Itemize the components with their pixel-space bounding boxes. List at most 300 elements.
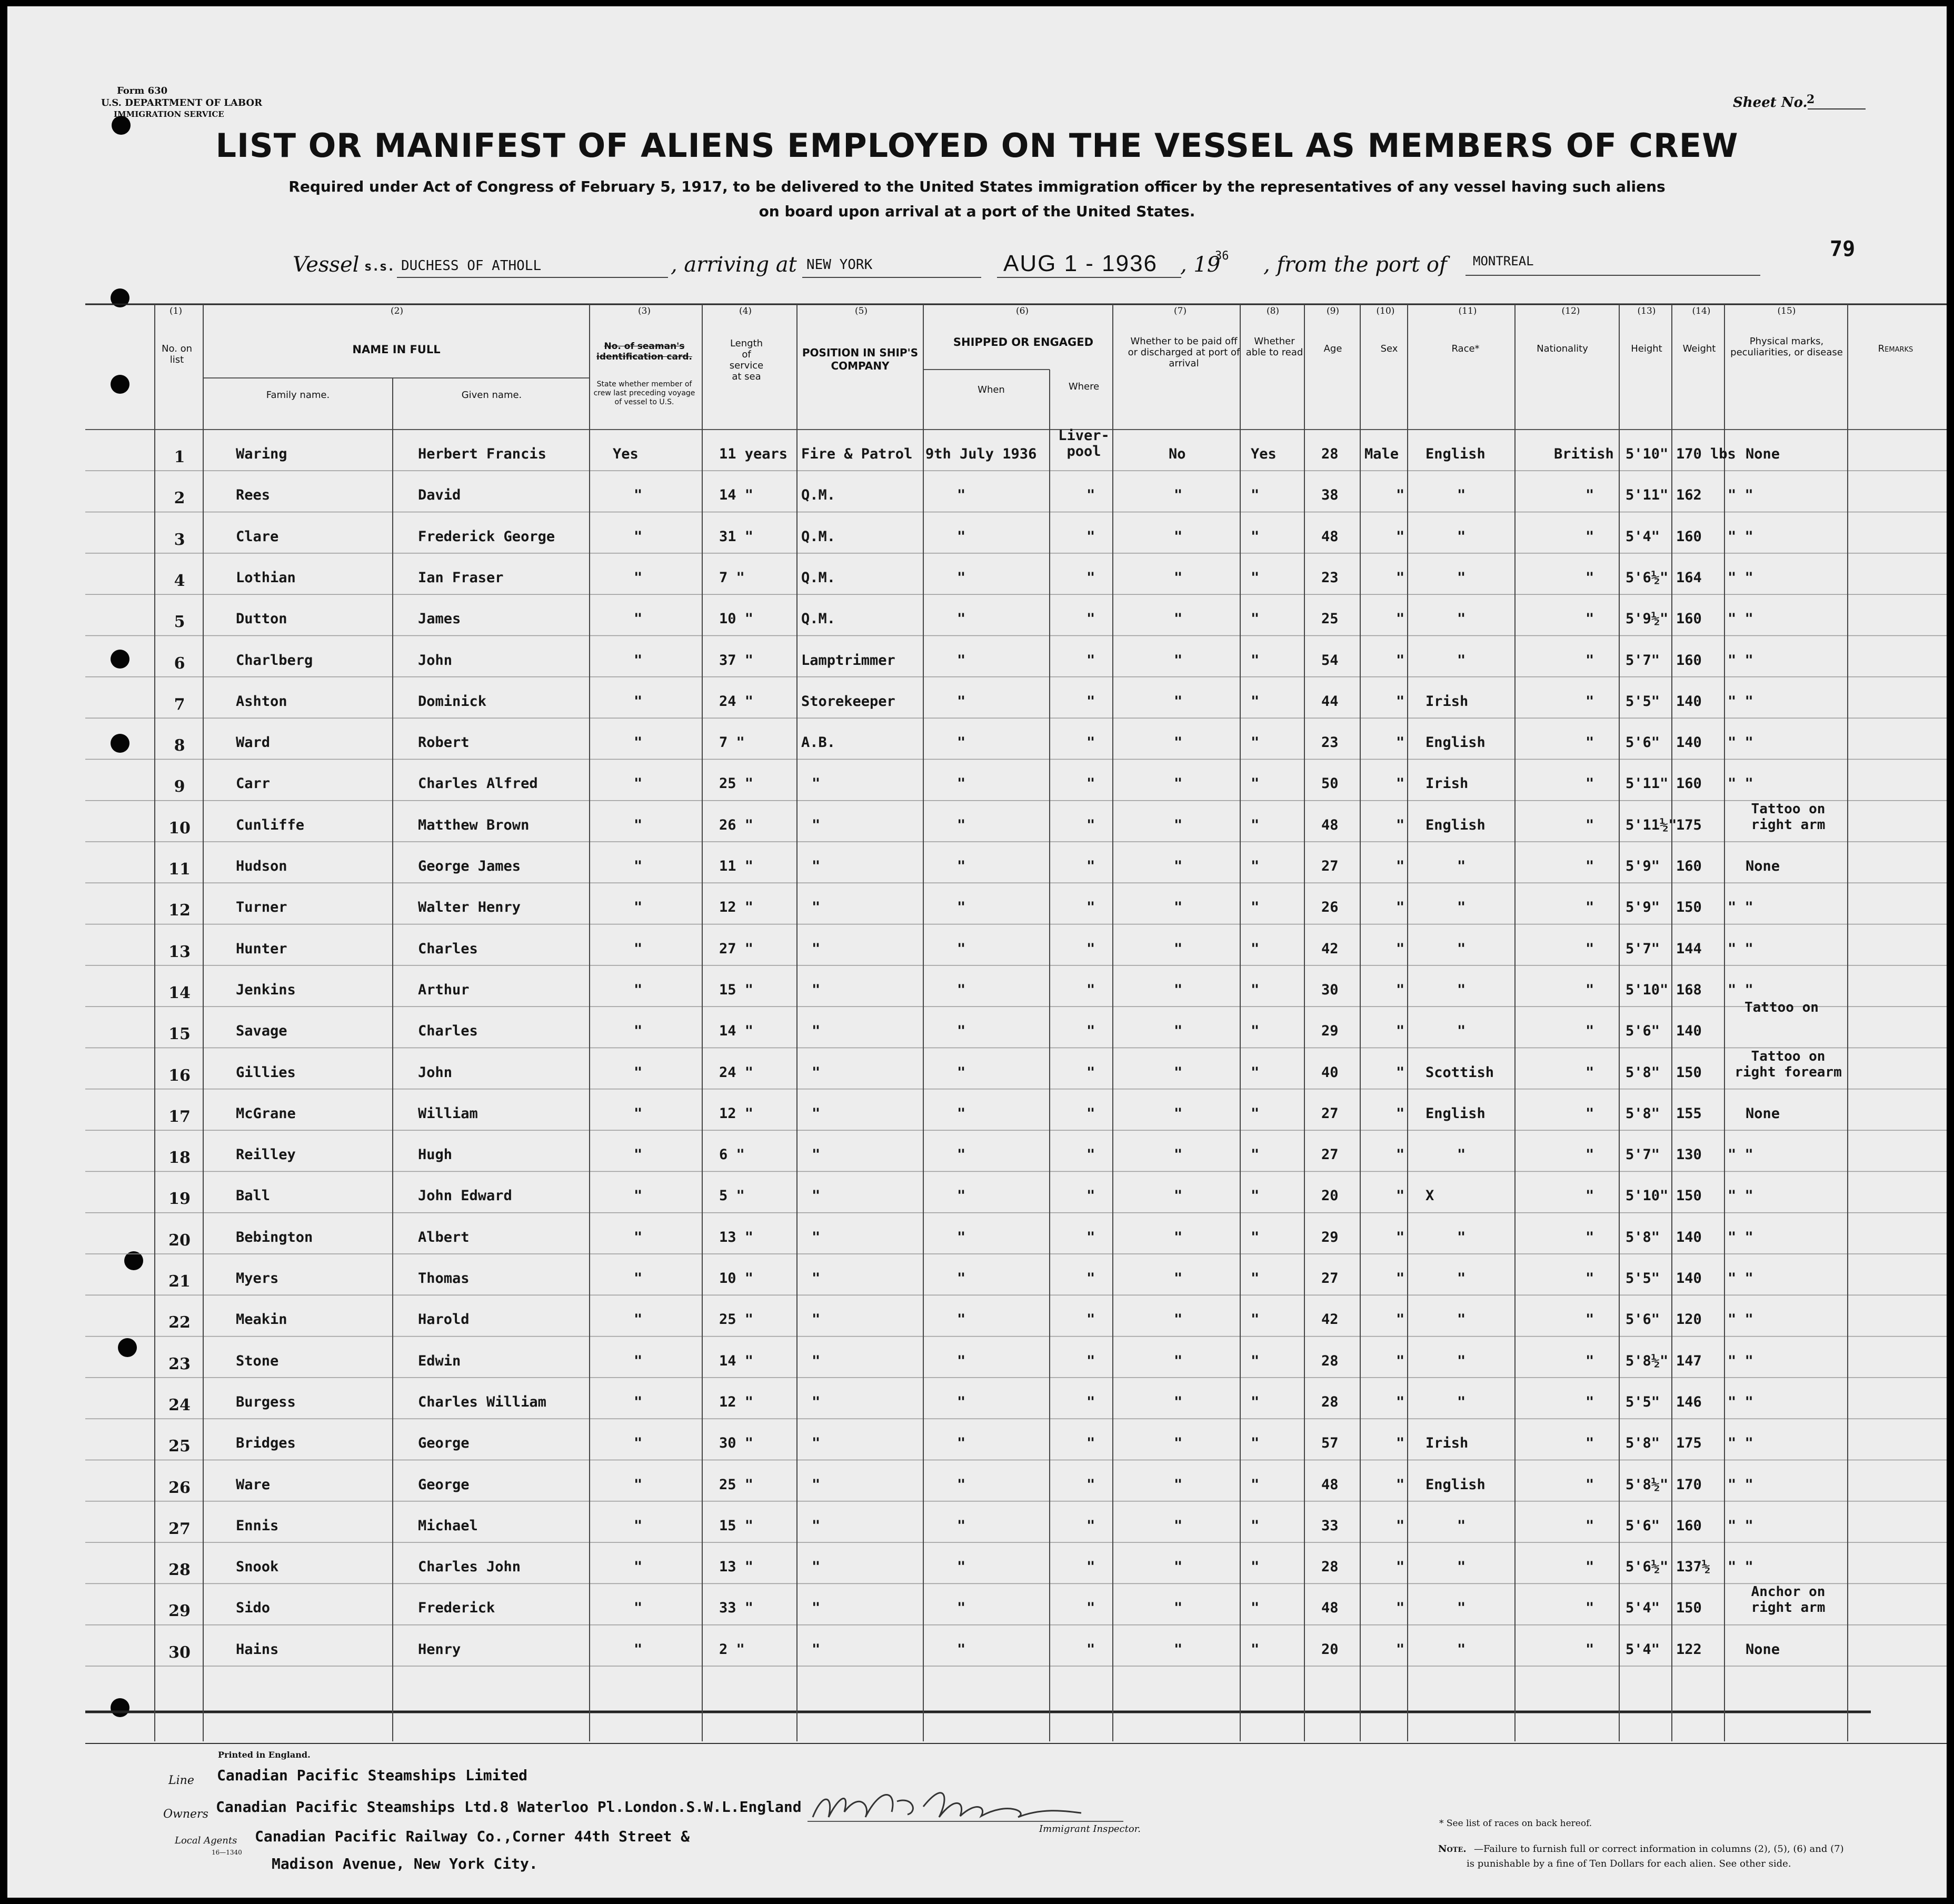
cell-marks: " " xyxy=(1728,569,1753,586)
cell-given: Robert xyxy=(418,734,470,751)
cell-marks: " " xyxy=(1728,1393,1753,1410)
cell-marks: " " xyxy=(1728,1476,1753,1493)
vessel-name: DUCHESS OF ATHOLL xyxy=(401,258,542,274)
cell-service: 6 " xyxy=(719,1147,745,1163)
cell-nat: " xyxy=(1586,816,1594,833)
cell-when: " xyxy=(957,1270,966,1287)
cell-sex: " xyxy=(1396,569,1405,586)
cell-race: " xyxy=(1457,1229,1466,1245)
cell-read: " xyxy=(1251,1188,1260,1204)
cell-where: " xyxy=(1086,775,1095,792)
cell-marks: " " xyxy=(1728,1517,1753,1534)
cell-where: " xyxy=(1086,1517,1095,1534)
cell-where: " xyxy=(1086,816,1095,833)
cell-when: " xyxy=(957,981,966,998)
cell-where: " xyxy=(1086,1105,1095,1122)
race-note: * See list of races on back hereof. xyxy=(1439,1818,1592,1829)
cell-nat: " xyxy=(1586,693,1594,710)
service-label: IMMIGRATION SERVICE xyxy=(114,109,224,119)
cell-service: 25 " xyxy=(719,1311,754,1328)
cell-weight: 150 xyxy=(1676,899,1702,916)
cell-age: 27 xyxy=(1321,1105,1339,1122)
cell-prev: " xyxy=(634,1270,643,1287)
cell-paid: " xyxy=(1174,1517,1183,1534)
row-number: 11 xyxy=(168,860,191,879)
cell-prev: " xyxy=(634,528,643,545)
cell-age: 48 xyxy=(1321,1600,1339,1617)
cell-sex: " xyxy=(1396,816,1405,833)
cell-family: Charlberg xyxy=(236,652,313,669)
cell-where: " xyxy=(1086,1270,1095,1287)
cell-when: " xyxy=(957,611,966,627)
col-number-4: (4) xyxy=(739,306,752,316)
cell-paid: " xyxy=(1174,1393,1183,1410)
cell-service: 7 " xyxy=(719,734,745,751)
cell-where: " xyxy=(1086,1311,1095,1328)
header-when: When xyxy=(978,384,1005,395)
cell-marks: Tattoo on right forearm xyxy=(1734,1048,1842,1080)
cell-position: Q.M. xyxy=(801,569,836,586)
cell-weight: 170 xyxy=(1676,1476,1702,1493)
cell-given: Matthew Brown xyxy=(418,816,530,833)
cell-sex: " xyxy=(1396,734,1405,751)
cell-weight: 162 xyxy=(1676,487,1702,504)
col-number-9: (9) xyxy=(1326,306,1340,316)
row-number: 25 xyxy=(168,1437,191,1456)
cell-where: " xyxy=(1086,1023,1095,1040)
cell-height: 5'7" xyxy=(1626,1147,1660,1163)
cell-position: " xyxy=(812,1641,821,1658)
cell-given: Hugh xyxy=(418,1147,453,1163)
cell-family: Waring xyxy=(236,446,287,462)
cell-when: " xyxy=(957,1023,966,1040)
cell-prev: " xyxy=(634,1023,643,1040)
cell-age: 54 xyxy=(1321,652,1339,669)
cell-service: 27 " xyxy=(719,940,754,957)
cell-where: " xyxy=(1086,981,1095,998)
header-id-card-struck: No. of seaman's identification card. xyxy=(596,341,692,362)
cell-marks: " " xyxy=(1728,1147,1753,1163)
cell-paid: " xyxy=(1174,1600,1183,1617)
cell-position: " xyxy=(812,1105,821,1122)
cell-where: " xyxy=(1086,1476,1095,1493)
cell-weight: 160 xyxy=(1676,1517,1702,1534)
cell-when: 9th July 1936 xyxy=(925,446,1037,462)
cell-marks: Tattoo on right arm xyxy=(1751,801,1826,833)
cell-weight: 175 xyxy=(1676,1435,1702,1452)
cell-service: 12 " xyxy=(719,1105,754,1122)
cell-paid: " xyxy=(1174,1023,1183,1040)
header-paid-off: Whether to be paid off or discharged at port of arrival xyxy=(1128,336,1240,369)
cell-where: " xyxy=(1086,1641,1095,1658)
cell-sex: " xyxy=(1396,1393,1405,1410)
cell-marks: " " xyxy=(1728,1311,1753,1328)
owners-label: Owners xyxy=(163,1808,208,1821)
cell-weight: 164 xyxy=(1676,569,1702,586)
cell-family: Snook xyxy=(236,1559,279,1576)
cell-prev: " xyxy=(634,1064,643,1081)
cell-weight: 140 xyxy=(1676,1270,1702,1287)
cell-height: 5'9" xyxy=(1626,899,1660,916)
cell-prev: " xyxy=(634,1517,643,1534)
owners-value: Canadian Pacific Steamships Ltd.8 Waterloo Pl.London.S.W.L.England xyxy=(216,1798,802,1816)
cell-weight: 140 xyxy=(1676,693,1702,710)
cell-sex: " xyxy=(1396,775,1405,792)
cell-read: " xyxy=(1251,569,1260,586)
cell-paid: " xyxy=(1174,899,1183,916)
cell-position: " xyxy=(812,940,821,957)
cell-nat: " xyxy=(1586,1476,1594,1493)
cell-family: Burgess xyxy=(236,1393,296,1410)
cell-age: 38 xyxy=(1321,487,1339,504)
cell-nat: " xyxy=(1586,1147,1594,1163)
cell-read: " xyxy=(1251,1600,1260,1617)
cell-weight: 120 xyxy=(1676,1311,1702,1328)
cell-nat: " xyxy=(1586,775,1594,792)
cell-family: Carr xyxy=(236,775,271,792)
manifest-title: LIST OR MANIFEST OF ALIENS EMPLOYED ON THE VESSEL AS MEMBERS OF CREW xyxy=(215,126,1739,165)
cell-age: 29 xyxy=(1321,1229,1339,1245)
cell-when: " xyxy=(957,734,966,751)
cell-weight: 130 xyxy=(1676,1147,1702,1163)
row-number: 27 xyxy=(168,1519,191,1538)
cell-position: " xyxy=(812,1435,821,1452)
cell-when: " xyxy=(957,899,966,916)
cell-family: Bebington xyxy=(236,1229,313,1245)
cell-where: " xyxy=(1086,1352,1095,1369)
cell-paid: " xyxy=(1174,1105,1183,1122)
year-label: , 19 xyxy=(1180,253,1221,277)
cell-age: 48 xyxy=(1321,816,1339,833)
cell-service: 12 " xyxy=(719,1393,754,1410)
cell-family: Bridges xyxy=(236,1435,296,1452)
arrival-port: NEW YORK xyxy=(806,257,873,273)
cell-position: Storekeeper xyxy=(801,693,895,710)
cell-when: " xyxy=(957,487,966,504)
cell-sex: " xyxy=(1396,1600,1405,1617)
cell-age: 20 xyxy=(1321,1641,1339,1658)
cell-paid: " xyxy=(1174,528,1183,545)
cell-age: 27 xyxy=(1321,1147,1339,1163)
cell-family: Meakin xyxy=(236,1311,287,1328)
cell-position: " xyxy=(812,1188,821,1204)
cell-given: Charles Alfred xyxy=(418,775,538,792)
cell-race: English xyxy=(1425,734,1486,751)
cell-sex: " xyxy=(1396,899,1405,916)
cell-read: " xyxy=(1251,487,1260,504)
cell-marks: " " xyxy=(1728,1435,1753,1452)
cell-prev: " xyxy=(634,899,643,916)
cell-position: " xyxy=(812,1393,821,1410)
cell-position: " xyxy=(812,1023,821,1040)
col-number-12: (12) xyxy=(1561,306,1580,316)
cell-service: 10 " xyxy=(719,1270,754,1287)
cell-nat: " xyxy=(1586,940,1594,957)
cell-marks: None xyxy=(1746,1641,1780,1658)
cell-read: " xyxy=(1251,1517,1260,1534)
row-number: 26 xyxy=(168,1478,191,1497)
cell-nat: " xyxy=(1586,528,1594,545)
cell-when: " xyxy=(957,1476,966,1493)
header-age: Age xyxy=(1323,343,1342,354)
row-number: 15 xyxy=(168,1025,191,1044)
cell-given: Arthur xyxy=(418,981,470,998)
cell-position: " xyxy=(812,858,821,874)
cell-where: " xyxy=(1086,1064,1095,1081)
row-number: 21 xyxy=(168,1272,191,1291)
col-number-14: (14) xyxy=(1692,306,1711,316)
cell-read: " xyxy=(1251,981,1260,998)
cell-given: Frederick xyxy=(418,1600,495,1617)
cell-paid: " xyxy=(1174,693,1183,710)
subtitle-line-1: Required under Act of Congress of February 5, 1917, to be delivered to the United States immigration officer by the representatives of any vessel having such aliens xyxy=(288,178,1666,195)
cell-family: Lothian xyxy=(236,569,296,586)
cell-given: Charles William xyxy=(418,1393,546,1410)
cell-nat: " xyxy=(1586,1064,1594,1081)
year-suffix: 36 xyxy=(1215,250,1229,263)
cell-marks: " " xyxy=(1728,734,1753,751)
cell-read: " xyxy=(1251,775,1260,792)
row-number: 2 xyxy=(174,489,185,508)
col-number-10: (10) xyxy=(1376,306,1395,316)
cell-paid: " xyxy=(1174,1229,1183,1245)
cell-sex: " xyxy=(1396,611,1405,627)
cell-prev: " xyxy=(634,734,643,751)
row-number: 4 xyxy=(174,571,185,590)
cell-age: 44 xyxy=(1321,693,1339,710)
cell-weight: 146 xyxy=(1676,1393,1702,1410)
cell-nat: " xyxy=(1586,1600,1594,1617)
cell-read: " xyxy=(1251,1476,1260,1493)
cell-height: 5'8" xyxy=(1626,1435,1660,1452)
cell-weight: 175 xyxy=(1676,816,1702,833)
cell-age: 28 xyxy=(1321,1352,1339,1369)
cell-service: 37 " xyxy=(719,652,754,669)
cell-prev: " xyxy=(634,981,643,998)
cell-given: John Edward xyxy=(418,1188,512,1204)
cell-race: Irish xyxy=(1425,775,1469,792)
row-number: 1 xyxy=(174,448,185,466)
cell-position: " xyxy=(812,1352,821,1369)
cell-when: " xyxy=(957,1517,966,1534)
cell-given: Thomas xyxy=(418,1270,470,1287)
cell-where: " xyxy=(1086,1435,1095,1452)
cell-prev: " xyxy=(634,1188,643,1204)
cell-race: " xyxy=(1457,487,1466,504)
cell-read: " xyxy=(1251,1393,1260,1410)
header-able-to-read: Whether able to read xyxy=(1245,336,1303,358)
cell-read: " xyxy=(1251,816,1260,833)
row-number: 18 xyxy=(168,1149,191,1168)
cell-family: Reilley xyxy=(236,1147,296,1163)
cell-nat: " xyxy=(1586,652,1594,669)
cell-position: " xyxy=(812,899,821,916)
cell-position: " xyxy=(812,816,821,833)
cell-read: " xyxy=(1251,1229,1260,1245)
cell-marks: " " xyxy=(1728,1229,1753,1245)
cell-age: 26 xyxy=(1321,899,1339,916)
header-weight: Weight xyxy=(1682,343,1716,354)
cell-read: " xyxy=(1251,652,1260,669)
cell-height: 5'9" xyxy=(1626,858,1660,874)
cell-marks: " " xyxy=(1728,899,1753,916)
cell-when: " xyxy=(957,1147,966,1163)
cell-sex: " xyxy=(1396,1352,1405,1369)
cell-given: Henry xyxy=(418,1641,461,1658)
cell-position: " xyxy=(812,1517,821,1534)
cell-race: " xyxy=(1457,611,1466,627)
row-number: 12 xyxy=(168,901,191,920)
cell-race: Irish xyxy=(1425,1435,1469,1452)
cell-nat: " xyxy=(1586,569,1594,586)
cell-read: " xyxy=(1251,528,1260,545)
row-number: 19 xyxy=(168,1190,191,1209)
cell-family: Ward xyxy=(236,734,271,751)
cell-when: " xyxy=(957,775,966,792)
cell-marks: " " xyxy=(1728,693,1753,710)
cell-age: 23 xyxy=(1321,569,1339,586)
header-id-card-note: State whether member of crew last preceding voyage of vessel to U.S. xyxy=(593,380,695,406)
cell-position: Fire & Patrol xyxy=(801,446,913,462)
cell-height: 5'4" xyxy=(1626,1641,1660,1658)
cell-paid: " xyxy=(1174,816,1183,833)
cell-nat: " xyxy=(1586,1641,1594,1658)
header-height: Height xyxy=(1631,343,1662,354)
cell-read: " xyxy=(1251,940,1260,957)
cell-prev: " xyxy=(634,1600,643,1617)
cell-nat: " xyxy=(1586,1188,1594,1204)
cell-family: Hudson xyxy=(236,858,287,874)
cell-height: 5'6½" xyxy=(1626,569,1669,586)
sheet-number: 2 xyxy=(1807,93,1815,106)
cell-prev: " xyxy=(634,1393,643,1410)
cell-marks-partial: Tattoo on xyxy=(1744,1000,1819,1016)
col-number-8: (8) xyxy=(1266,306,1280,316)
header-shipped-or-engaged: SHIPPED OR ENGAGED xyxy=(953,336,1094,348)
cell-sex: " xyxy=(1396,1064,1405,1081)
cell-position: A.B. xyxy=(801,734,836,751)
cell-family: Dutton xyxy=(236,611,287,627)
cell-height: 5'8½" xyxy=(1626,1352,1669,1369)
header-race: Race* xyxy=(1451,343,1480,354)
cell-sex: " xyxy=(1396,1270,1405,1287)
cell-sex: " xyxy=(1396,1105,1405,1122)
cell-service: 30 " xyxy=(719,1435,754,1452)
row-number: 20 xyxy=(168,1231,191,1250)
cell-family: Ennis xyxy=(236,1517,279,1534)
cell-where: " xyxy=(1086,487,1095,504)
cell-weight: 140 xyxy=(1676,1023,1702,1040)
vessel-prefix: s.s. xyxy=(364,259,395,274)
row-number: 9 xyxy=(174,777,185,796)
cell-service: 26 " xyxy=(719,816,754,833)
cell-service: 12 " xyxy=(719,899,754,916)
cell-family: Hunter xyxy=(236,940,287,957)
cell-where: " xyxy=(1086,734,1095,751)
cell-nat: " xyxy=(1586,1435,1594,1452)
header-physical-marks: Physical marks, peculiarities, or disease xyxy=(1730,336,1843,358)
cell-height: 5'4" xyxy=(1626,528,1660,545)
cell-height: 5'5" xyxy=(1626,1270,1660,1287)
cell-age: 30 xyxy=(1321,981,1339,998)
cell-race: English xyxy=(1425,816,1486,833)
cell-marks: " " xyxy=(1728,1559,1753,1576)
cell-prev: " xyxy=(634,1641,643,1658)
cell-weight: 160 xyxy=(1676,528,1702,545)
cell-race: X xyxy=(1425,1188,1434,1204)
cell-marks: " " xyxy=(1728,981,1753,998)
header-remarks: Remarks xyxy=(1878,343,1913,354)
cell-race: " xyxy=(1457,858,1466,874)
col-number-1: (1) xyxy=(169,306,183,316)
cell-age: 28 xyxy=(1321,1393,1339,1410)
cell-given: George James xyxy=(418,858,521,874)
cell-race: " xyxy=(1457,1352,1466,1369)
cell-marks: None xyxy=(1746,446,1780,462)
cell-when: " xyxy=(957,1435,966,1452)
cell-prev: " xyxy=(634,816,643,833)
cell-given: George xyxy=(418,1476,470,1493)
cell-position: " xyxy=(812,1600,821,1617)
cell-when: " xyxy=(957,816,966,833)
cell-given: Charles xyxy=(418,1023,478,1040)
cell-height: 5'8½" xyxy=(1626,1476,1669,1493)
cell-nat: British xyxy=(1554,446,1614,462)
header-name-in-full: NAME IN FULL xyxy=(352,343,441,356)
cell-position: Q.M. xyxy=(801,611,836,627)
cell-service: 11 " xyxy=(719,858,754,874)
cell-height: 5'4" xyxy=(1626,1600,1660,1617)
cell-service: 7 " xyxy=(719,569,745,586)
cell-paid: " xyxy=(1174,652,1183,669)
cell-race: English xyxy=(1425,1105,1486,1122)
cell-family: Hains xyxy=(236,1641,279,1658)
cell-prev: " xyxy=(634,569,643,586)
header-family-name: Family name. xyxy=(266,390,330,401)
cell-family: McGrane xyxy=(236,1105,296,1122)
arrival-date-stamp: AUG 1 - 1936 xyxy=(1003,251,1158,276)
line-label: Line xyxy=(168,1774,194,1787)
cell-service: 13 " xyxy=(719,1229,754,1245)
col-number-11: (11) xyxy=(1458,306,1477,316)
cell-height: 5'11" xyxy=(1626,775,1669,792)
cell-given: Walter Henry xyxy=(418,899,521,916)
note-label: Note. xyxy=(1438,1843,1467,1855)
cell-nat: " xyxy=(1586,611,1594,627)
cell-position: Q.M. xyxy=(801,528,836,545)
cell-height: 5'10" xyxy=(1626,981,1669,998)
cell-marks: " " xyxy=(1728,652,1753,669)
cell-sex: " xyxy=(1396,1435,1405,1452)
cell-service: 25 " xyxy=(719,1476,754,1493)
cell-given: Edwin xyxy=(418,1352,461,1369)
cell-sex: Male xyxy=(1364,446,1399,462)
cell-sex: " xyxy=(1396,981,1405,998)
cell-service: 14 " xyxy=(719,1023,754,1040)
cell-given: John xyxy=(418,652,453,669)
cell-sex: " xyxy=(1396,858,1405,874)
cell-family: Gillies xyxy=(236,1064,296,1081)
cell-race: " xyxy=(1457,569,1466,586)
cell-paid: " xyxy=(1174,487,1183,504)
cell-when: " xyxy=(957,1064,966,1081)
department-label: U.S. DEPARTMENT OF LABOR xyxy=(101,97,263,108)
cell-when: " xyxy=(957,858,966,874)
cell-height: 5'8" xyxy=(1626,1064,1660,1081)
cell-race: " xyxy=(1457,1311,1466,1328)
cell-race: Scottish xyxy=(1425,1064,1494,1081)
cell-position: Lamptrimmer xyxy=(801,652,895,669)
